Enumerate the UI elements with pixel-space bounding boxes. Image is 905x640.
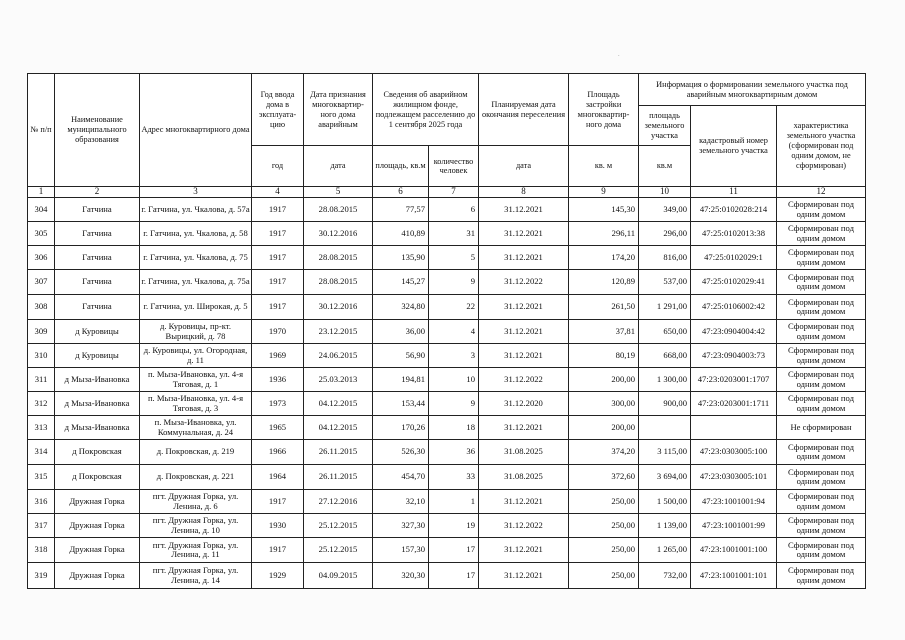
planned-date-cell: 31.12.2021 [479, 246, 569, 270]
year-cell: 1917 [252, 222, 304, 246]
cadastral-cell: 47:25:0106002:42 [691, 295, 777, 320]
land-area-cell: 3 115,00 [639, 440, 691, 465]
building-area-cell: 250,00 [569, 490, 639, 514]
table-row [28, 392, 866, 416]
planned-date-cell: 31.12.2021 [479, 344, 569, 368]
address-cell: д. Куровицы, ул. Огородная, д. 11 [140, 344, 252, 368]
column-number: 3 [140, 187, 252, 198]
area-cell: 170,26 [373, 416, 429, 440]
year-cell: 1917 [252, 538, 304, 563]
land-area-cell [639, 416, 691, 440]
column-number: 1 [28, 187, 55, 198]
row-number: 309 [28, 320, 55, 344]
building-area-cell: 300,00 [569, 392, 639, 416]
land-area-cell: 816,00 [639, 246, 691, 270]
table-row [28, 320, 866, 344]
unit-building-area: кв. м [569, 146, 639, 187]
building-area-cell: 80,19 [569, 344, 639, 368]
land-area-cell: 650,00 [639, 320, 691, 344]
people-cell: 1 [429, 490, 479, 514]
municipality-cell: д Мыза-Ивановка [55, 416, 140, 440]
land-area-cell: 296,00 [639, 222, 691, 246]
area-cell: 324,80 [373, 295, 429, 320]
planned-date-cell: 31.12.2021 [479, 416, 569, 440]
row-number: 307 [28, 270, 55, 295]
land-area-cell: 1 265,00 [639, 538, 691, 563]
address-cell: пгт. Дружная Горка, ул. Ленина, д. 14 [140, 563, 252, 589]
table-row [28, 198, 866, 222]
municipality-cell: Дружная Горка [55, 514, 140, 538]
address-cell: г. Гатчина, ул. Чкалова, д. 57а [140, 198, 252, 222]
municipality-cell: д Мыза-Ивановка [55, 368, 140, 392]
recognition-date-cell: 25.03.2013 [304, 368, 373, 392]
municipality-cell: Гатчина [55, 198, 140, 222]
unit-planned-date: дата [479, 146, 569, 187]
row-number: 308 [28, 295, 55, 320]
address-cell: п. Мыза-Ивановка, ул. 4-я Тяговая, д. 3 [140, 392, 252, 416]
planned-date-cell: 31.08.2025 [479, 465, 569, 490]
people-cell: 17 [429, 563, 479, 589]
building-area-cell: 37,81 [569, 320, 639, 344]
row-number: 311 [28, 368, 55, 392]
people-cell: 9 [429, 392, 479, 416]
recognition-date-cell: 28.08.2015 [304, 246, 373, 270]
recognition-date-cell: 25.12.2015 [304, 514, 373, 538]
municipality-cell: д Покровская [55, 465, 140, 490]
characteristic-cell: Сформирован под одним домом [777, 222, 866, 246]
planned-date-cell: 31.12.2021 [479, 563, 569, 589]
recognition-date-cell: 30.12.2016 [304, 222, 373, 246]
building-area-cell: 296,11 [569, 222, 639, 246]
area-cell: 320,30 [373, 563, 429, 589]
year-cell: 1917 [252, 295, 304, 320]
row-number: 312 [28, 392, 55, 416]
people-cell: 9 [429, 270, 479, 295]
characteristic-cell: Сформирован под одним домом [777, 246, 866, 270]
address-cell: д. Куровицы, пр-кт. Вырицкий, д. 78 [140, 320, 252, 344]
address-cell: г. Гатчина, ул. Чкалова, д. 75а [140, 270, 252, 295]
building-area-cell: 145,30 [569, 198, 639, 222]
area-cell: 526,30 [373, 440, 429, 465]
table-row [28, 490, 866, 514]
cadastral-cell: 47:23:0904003:73 [691, 344, 777, 368]
planned-date-cell: 31.12.2021 [479, 222, 569, 246]
people-cell: 22 [429, 295, 479, 320]
address-cell: г. Гатчина, ул. Чкалова, д. 75 [140, 246, 252, 270]
area-cell: 327,30 [373, 514, 429, 538]
cadastral-cell: 47:25:0102029:1 [691, 246, 777, 270]
recognition-date-cell: 23.12.2015 [304, 320, 373, 344]
cadastral-cell: 47:23:0203001:1711 [691, 392, 777, 416]
year-cell: 1917 [252, 270, 304, 295]
building-area-cell: 120,89 [569, 270, 639, 295]
header-emergency-fund: Сведения об аварийном жилищном фонде, подлежащем расселению до 1 сентября 2025 года [373, 74, 479, 146]
municipality-cell: Гатчина [55, 222, 140, 246]
land-area-cell: 1 291,00 [639, 295, 691, 320]
recognition-date-cell: 28.08.2015 [304, 270, 373, 295]
column-number: 12 [777, 187, 866, 198]
recognition-date-cell: 26.11.2015 [304, 465, 373, 490]
cadastral-cell: 47:25:0102028:214 [691, 198, 777, 222]
building-area-cell: 250,00 [569, 514, 639, 538]
area-cell: 454,70 [373, 465, 429, 490]
table-row [28, 538, 866, 563]
characteristic-cell: Сформирован под одним домом [777, 198, 866, 222]
people-cell: 10 [429, 368, 479, 392]
area-cell: 153,44 [373, 392, 429, 416]
area-cell: 157,30 [373, 538, 429, 563]
municipality-cell: д Мыза-Ивановка [55, 392, 140, 416]
address-cell: п. Мыза-Ивановка, ул. Коммунальная, д. 24 [140, 416, 252, 440]
cadastral-cell [691, 416, 777, 440]
header-municipality: Наименование муниципального образования [55, 74, 140, 187]
scan-speck: . [618, 52, 620, 58]
column-number: 5 [304, 187, 373, 198]
characteristic-cell: Не сформирован [777, 416, 866, 440]
land-area-cell: 3 694,00 [639, 465, 691, 490]
area-cell: 77,57 [373, 198, 429, 222]
planned-date-cell: 31.12.2021 [479, 490, 569, 514]
table-row [28, 270, 866, 295]
land-area-cell: 537,00 [639, 270, 691, 295]
characteristic-cell: Сформирован под одним домом [777, 563, 866, 589]
table-row [28, 222, 866, 246]
year-cell: 1969 [252, 344, 304, 368]
row-number: 306 [28, 246, 55, 270]
header-building-area: Площадь застройки многоквартир-ного дома [569, 74, 639, 146]
column-number: 4 [252, 187, 304, 198]
area-cell: 410,89 [373, 222, 429, 246]
recognition-date-cell: 30.12.2016 [304, 295, 373, 320]
cadastral-cell: 47:23:1001001:100 [691, 538, 777, 563]
row-number: 305 [28, 222, 55, 246]
land-area-cell: 732,00 [639, 563, 691, 589]
cadastral-cell: 47:25:0102029:41 [691, 270, 777, 295]
planned-date-cell: 31.12.2021 [479, 198, 569, 222]
row-number: 304 [28, 198, 55, 222]
people-cell: 18 [429, 416, 479, 440]
table-row [28, 416, 866, 440]
people-cell: 6 [429, 198, 479, 222]
header-row-1 [28, 74, 866, 106]
header-land-info: Информация о формировании земельного участка под аварийным многоквартирным домом [639, 74, 866, 106]
year-cell: 1917 [252, 490, 304, 514]
area-cell: 56,90 [373, 344, 429, 368]
emergency-housing-table [27, 73, 866, 589]
land-area-cell: 668,00 [639, 344, 691, 368]
municipality-cell: Гатчина [55, 246, 140, 270]
area-cell: 194,81 [373, 368, 429, 392]
row-number: 313 [28, 416, 55, 440]
characteristic-cell: Сформирован под одним домом [777, 465, 866, 490]
year-cell: 1970 [252, 320, 304, 344]
year-cell: 1917 [252, 198, 304, 222]
building-area-cell: 374,20 [569, 440, 639, 465]
column-number-row [28, 187, 866, 198]
people-cell: 4 [429, 320, 479, 344]
characteristic-cell: Сформирован под одним домом [777, 270, 866, 295]
header-land-area: площадь земельного участка [639, 106, 691, 146]
recognition-date-cell: 25.12.2015 [304, 538, 373, 563]
cadastral-cell: 47:23:0303005:101 [691, 465, 777, 490]
year-cell: 1965 [252, 416, 304, 440]
recognition-date-cell: 04.09.2015 [304, 563, 373, 589]
characteristic-cell: Сформирован под одним домом [777, 514, 866, 538]
header-characteristic: характеристика земельного участка (сформирован под одним домом, не сформирован) [777, 106, 866, 187]
municipality-cell: д Куровицы [55, 320, 140, 344]
characteristic-cell: Сформирован под одним домом [777, 440, 866, 465]
building-area-cell: 200,00 [569, 368, 639, 392]
header-year-built: Год ввода дома в эксплуата-цию [252, 74, 304, 146]
building-area-cell: 250,00 [569, 538, 639, 563]
planned-date-cell: 31.12.2021 [479, 295, 569, 320]
table-body [28, 198, 866, 589]
municipality-cell: Гатчина [55, 270, 140, 295]
header-cadastral: кадастровый номер земельного участка [691, 106, 777, 187]
cadastral-cell: 47:23:1001001:101 [691, 563, 777, 589]
row-number: 315 [28, 465, 55, 490]
municipality-cell: Дружная Горка [55, 490, 140, 514]
recognition-date-cell: 04.12.2015 [304, 416, 373, 440]
header-address: Адрес многоквартирного дома [140, 74, 252, 187]
column-number: 11 [691, 187, 777, 198]
municipality-cell: д Покровская [55, 440, 140, 465]
planned-date-cell: 31.12.2022 [479, 514, 569, 538]
people-cell: 33 [429, 465, 479, 490]
planned-date-cell: 31.12.2021 [479, 320, 569, 344]
row-number: 318 [28, 538, 55, 563]
table-row [28, 563, 866, 589]
year-cell: 1930 [252, 514, 304, 538]
column-number: 9 [569, 187, 639, 198]
table-row [28, 246, 866, 270]
address-cell: д. Покровская, д. 219 [140, 440, 252, 465]
address-cell: пгт. Дружная Горка, ул. Ленина, д. 10 [140, 514, 252, 538]
recognition-date-cell: 27.12.2016 [304, 490, 373, 514]
characteristic-cell: Сформирован под одним домом [777, 295, 866, 320]
column-number: 10 [639, 187, 691, 198]
land-area-cell: 349,00 [639, 198, 691, 222]
year-cell: 1917 [252, 246, 304, 270]
column-number: 7 [429, 187, 479, 198]
unit-land-area: кв.м [639, 146, 691, 187]
people-cell: 3 [429, 344, 479, 368]
land-area-cell: 1 500,00 [639, 490, 691, 514]
planned-date-cell: 31.08.2025 [479, 440, 569, 465]
cadastral-cell: 47:23:0904004:42 [691, 320, 777, 344]
building-area-cell: 174,20 [569, 246, 639, 270]
address-cell: д. Покровская, д. 221 [140, 465, 252, 490]
column-number: 8 [479, 187, 569, 198]
people-cell: 5 [429, 246, 479, 270]
row-number: 319 [28, 563, 55, 589]
area-cell: 36,00 [373, 320, 429, 344]
land-area-cell: 900,00 [639, 392, 691, 416]
planned-date-cell: 31.12.2022 [479, 368, 569, 392]
cadastral-cell: 47:23:1001001:99 [691, 514, 777, 538]
people-cell: 36 [429, 440, 479, 465]
header-recognition-date: Дата признания многоквартир-ного дома аварийным [304, 74, 373, 146]
column-number: 6 [373, 187, 429, 198]
municipality-cell: д Куровицы [55, 344, 140, 368]
characteristic-cell: Сформирован под одним домом [777, 344, 866, 368]
recognition-date-cell: 04.12.2015 [304, 392, 373, 416]
characteristic-cell: Сформирован под одним домом [777, 490, 866, 514]
cadastral-cell: 47:23:0203001:1707 [691, 368, 777, 392]
unit-date: дата [304, 146, 373, 187]
cadastral-cell: 47:23:0303005:100 [691, 440, 777, 465]
year-cell: 1973 [252, 392, 304, 416]
land-area-cell: 1 300,00 [639, 368, 691, 392]
row-number: 316 [28, 490, 55, 514]
table-row [28, 440, 866, 465]
characteristic-cell: Сформирован под одним домом [777, 368, 866, 392]
land-area-cell: 1 139,00 [639, 514, 691, 538]
address-cell: п. Мыза-Ивановка, ул. 4-я Тяговая, д. 1 [140, 368, 252, 392]
unit-area: площадь, кв.м [373, 146, 429, 187]
people-cell: 17 [429, 538, 479, 563]
building-area-cell: 250,00 [569, 563, 639, 589]
characteristic-cell: Сформирован под одним домом [777, 392, 866, 416]
building-area-cell: 372,60 [569, 465, 639, 490]
table-row [28, 514, 866, 538]
recognition-date-cell: 26.11.2015 [304, 440, 373, 465]
table-row [28, 344, 866, 368]
address-cell: г. Гатчина, ул. Широкая, д. 5 [140, 295, 252, 320]
table-row [28, 465, 866, 490]
unit-year: год [252, 146, 304, 187]
address-cell: г. Гатчина, ул. Чкалова, д. 58 [140, 222, 252, 246]
municipality-cell: Гатчина [55, 295, 140, 320]
address-cell: пгт. Дружная Горка, ул. Ленина, д. 6 [140, 490, 252, 514]
area-cell: 32,10 [373, 490, 429, 514]
header-no: № п/п [28, 74, 55, 187]
recognition-date-cell: 24.06.2015 [304, 344, 373, 368]
address-cell: пгт. Дружная Горка, ул. Ленина, д. 11 [140, 538, 252, 563]
column-number: 2 [55, 187, 140, 198]
row-number: 314 [28, 440, 55, 465]
year-cell: 1929 [252, 563, 304, 589]
area-cell: 135,90 [373, 246, 429, 270]
table-row [28, 295, 866, 320]
cadastral-cell: 47:25:0102013:38 [691, 222, 777, 246]
building-area-cell: 261,50 [569, 295, 639, 320]
header-planned-date: Планируемая дата окончания переселения [479, 74, 569, 146]
characteristic-cell: Сформирован под одним домом [777, 538, 866, 563]
people-cell: 19 [429, 514, 479, 538]
planned-date-cell: 31.12.2021 [479, 538, 569, 563]
characteristic-cell: Сформирован под одним домом [777, 320, 866, 344]
unit-people: количество человек [429, 146, 479, 187]
year-cell: 1964 [252, 465, 304, 490]
year-cell: 1966 [252, 440, 304, 465]
cadastral-cell: 47:23:1001001:94 [691, 490, 777, 514]
planned-date-cell: 31.12.2020 [479, 392, 569, 416]
area-cell: 145,27 [373, 270, 429, 295]
planned-date-cell: 31.12.2022 [479, 270, 569, 295]
table-row [28, 368, 866, 392]
row-number: 317 [28, 514, 55, 538]
municipality-cell: Дружная Горка [55, 563, 140, 589]
building-area-cell: 200,00 [569, 416, 639, 440]
municipality-cell: Дружная Горка [55, 538, 140, 563]
people-cell: 31 [429, 222, 479, 246]
recognition-date-cell: 28.08.2015 [304, 198, 373, 222]
year-cell: 1936 [252, 368, 304, 392]
row-number: 310 [28, 344, 55, 368]
